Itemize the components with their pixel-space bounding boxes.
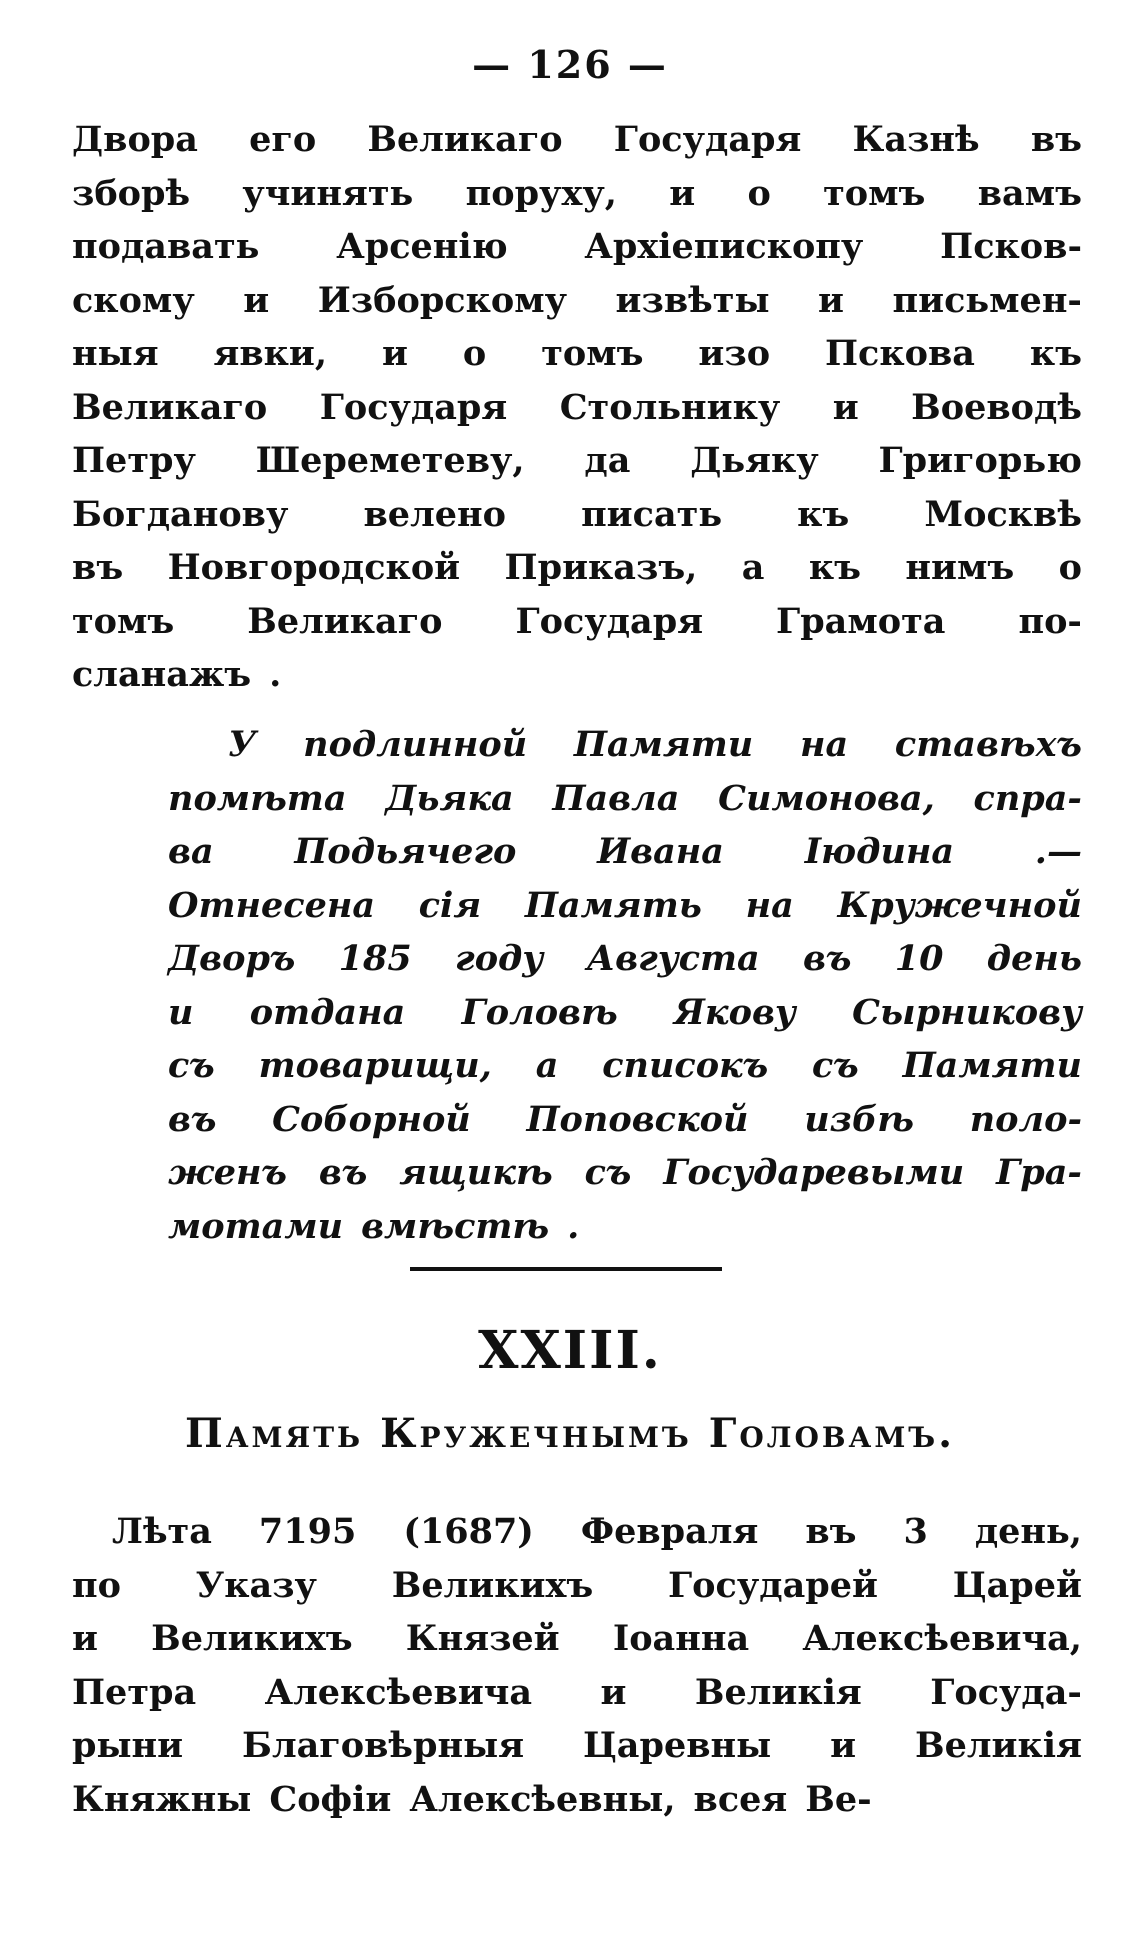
text-line: Петра Алексѣевича и Великія Госуда- <box>72 1671 1082 1713</box>
section-title: Память Кружечнымъ Головамъ. <box>184 1410 956 1457</box>
text-line: Дворъ 185 году Августа въ 10 день <box>168 938 1082 979</box>
text-line: ныя явки, и о томъ изо Пскова къ <box>72 333 1082 374</box>
text-line: женъ въ ящикѣ съ Государевыми Гра- <box>168 1152 1082 1193</box>
text-line: Петру Шереметеву, да Дьяку Григорью <box>72 440 1082 481</box>
text-line: въ Новгородской Приказъ, а къ нимъ о <box>72 547 1082 588</box>
text-line: скому и Изборскому извѣты и письмен- <box>72 279 1082 321</box>
text-line: Отнесена сія Память на Кружечной <box>168 884 1082 926</box>
text-line: рыни Благовѣрныя Царевны и Великія <box>72 1725 1082 1766</box>
section-number: XXIII. <box>478 1320 662 1381</box>
section-divider <box>410 1267 722 1271</box>
text-line: Лѣта 7195 (1687) Февраля въ 3 день, <box>112 1511 1082 1552</box>
text-line: Двора его Великаго Государя Казнѣ въ <box>72 119 1082 160</box>
text-line: ва Подьячего Ивана Іюдина .— <box>168 831 1082 872</box>
text-line: и Великихъ Князей Іоанна Алексѣевича, <box>72 1618 1082 1659</box>
text-line: Великаго Государя Стольнику и Воеводѣ <box>72 386 1082 428</box>
text-line: Богданову велено писать къ Москвѣ <box>72 493 1082 535</box>
text-line: въ Соборной Поповской избѣ поло- <box>168 1098 1082 1140</box>
text-line: съ товарищи, а списокъ съ Памяти <box>168 1045 1082 1086</box>
page-number: — 126 — <box>472 42 668 87</box>
text-line: подавать Арсенію Архіепископу Псков- <box>72 226 1082 267</box>
text-line: сланажъ . <box>72 654 282 695</box>
text-line: помѣта Дьяка Павла Симонова, спра- <box>168 777 1082 819</box>
text-line: и отдана Головѣ Якову Сырникову <box>168 991 1082 1033</box>
text-line: У подлинной Памяти на ставѣхъ <box>228 724 1082 765</box>
text-line: зборѣ учинять поруху, и о томъ вамъ <box>72 172 1082 214</box>
text-line: Княжны Софіи Алексѣевны, всея Ве- <box>72 1778 872 1820</box>
text-line: мотами вмѣстѣ . <box>168 1205 580 1247</box>
text-line: по Указу Великихъ Государей Царей <box>72 1564 1082 1606</box>
text-line: томъ Великаго Государя Грамота по- <box>72 600 1082 642</box>
